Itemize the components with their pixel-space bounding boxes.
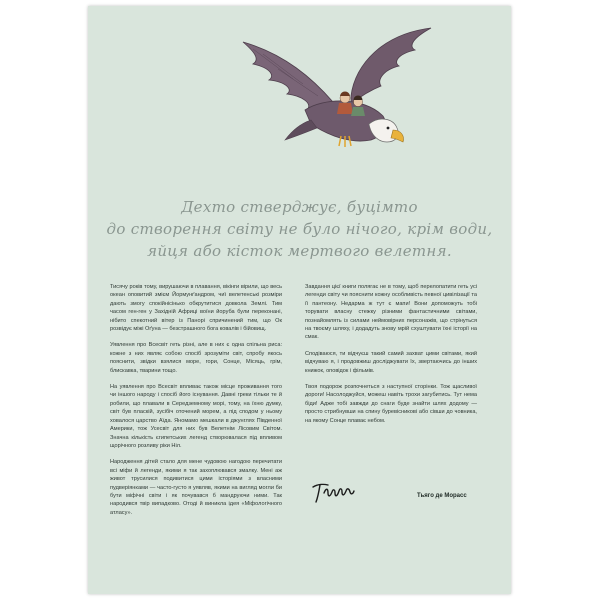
- quote-line: яйця або кісток мертвого велетня.: [147, 242, 452, 260]
- paragraph: Уявлення про Всесвіт геть різні, але в них є одна спільна риса: кожне з них являє собою спосіб зрозуміти світ, спробу якось пояснити, звідки взялися море, гори, Сонце, Місяць, грім, блискавка, тварини тощо.: [110, 342, 282, 374]
- paragraph: Тисячу років тому, вирушаючи в плавання, вікінги вірили, що весь океан оповитий змієм Йормунґандром, чиї велетенські розміри дають змогу спокійнісінько обкрутитися довкола Землі. Тим часом ген-ген у Західній Африці воїни йоруба були переконані, нібито спекотний вітер із Панорі спричинений тим, що Ок розвідує міжі Оґуна — безстрашного бога ковалів і бійовищ.: [110, 284, 282, 333]
- epigraph-quote: [106, 196, 493, 262]
- paragraph: Народження дітей стало для мене чудовою нагодою перечитати всі міфи й легенди, якими я так захоплювався змалку. Мені аж живот трусилися подивитися цими історіями з власними пудверіянками — часто-густо я уявляв, якими на вигляд могли би бути міфічні світи і як почувався б мандруючи ними. Так народився твір випадково. Отоді й виникла ідея «Міфологічного атласу».: [110, 459, 282, 516]
- author-name: Тьяго де Морасс: [417, 493, 467, 499]
- paragraph: Сподіваюся, ти відчуєш такий самий захват цими світами, який відчуваю я, і продовжиш досліджувати їх, звертаючись до інших книжок, оповідок і фільмів.: [305, 350, 477, 374]
- book-page: [88, 6, 511, 594]
- quote-line: до створення світу не було нічого, крім води,: [106, 220, 493, 238]
- eagle-with-children-illustration: [233, 24, 443, 174]
- paragraph: Твоя подорож розпочнеться з наступної сторінки. Тож щасливої дороги! Насолоджуйся, можеш навіть трохи загубитись. Тут нема біди! Адже тобі завжди до снаги буде знайти шлях додому — просто стрибнувши на спину буревісникові або сівши до човника, на якому Сонце плаває небом.: [305, 384, 477, 424]
- quote-line: Дехто стверджує, буцімто: [181, 198, 418, 216]
- paragraph: Завдання цієї книги полягає не в тому, щоб перелопатити геть усі легенди світу чи пояснити кожну особливість певної цивілізації та її пантеону. Недарма ж тут є мапи! Вони допоможуть тобі торувати власну стежку різними фантастичними світами, познайомлять із силами неймовірних персонажів, що стрінуться на твоєму шляху, і додадуть знову мрій схуштувати їхні історії на смак.: [305, 284, 477, 341]
- left-text-column: [110, 283, 282, 525]
- paragraph: На уявлення про Всесвіт впливає також місце проживання того чи іншого народу і спосіб його існування. Давні греки тільки те й робили, що плавали в Середземному морі, тому, на їхню думку, світ був пласкій, зусібіч оточений морем, а під сподом у ньому ховалося царство Аїда. Яномамо мешкали в джунглях Південної Америки, тож Усесвіт для них був Велетнім Лісовим Світом. Значна кількість єгипетських легенд створювалася під впливом щорічного розливу ріки Ніл.: [110, 384, 282, 449]
- author-signature: [310, 479, 356, 505]
- right-text-column: [305, 283, 477, 433]
